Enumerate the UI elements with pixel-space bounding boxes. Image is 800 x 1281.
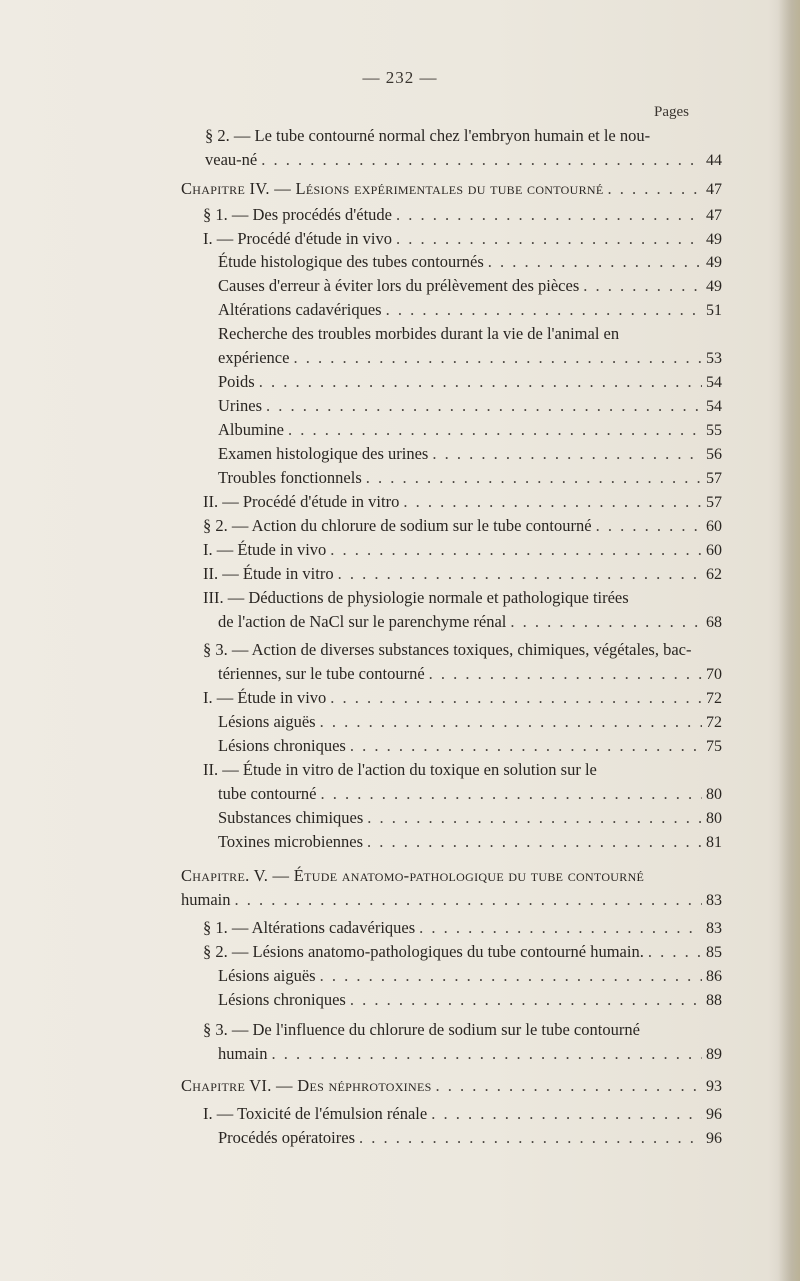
pages-column-label: Pages <box>654 104 689 120</box>
toc-entry <box>218 346 742 370</box>
toc-page-number: 51 <box>706 302 722 319</box>
toc-entry <box>218 964 742 988</box>
toc-page-number: 72 <box>706 714 722 731</box>
toc-entry <box>218 734 742 758</box>
toc-page-number: 49 <box>706 254 722 271</box>
toc-page-number: 49 <box>706 231 722 248</box>
toc-entry-title: humain <box>218 1044 268 1063</box>
dot-leader <box>386 298 702 322</box>
toc-page-number: 56 <box>706 446 722 463</box>
toc-entry-title: humain <box>181 890 231 909</box>
toc-entry-title: Causes d'erreur à éviter lors du prélèvement des pièces <box>218 276 580 295</box>
toc-entry-title: Poids <box>218 372 255 391</box>
toc-page-number: 68 <box>706 614 722 631</box>
toc-entry <box>203 1102 742 1126</box>
toc-entry-title: § 1. — Altérations cadavériques <box>203 918 416 937</box>
dot-leader <box>596 514 702 538</box>
toc-entry-line: Recherche des troubles morbides durant la vie de l'animal en <box>218 324 620 343</box>
toc-entry-title: I. — Toxicité de l'émulsion rénale <box>203 1104 428 1123</box>
dot-leader <box>488 250 702 274</box>
dot-leader <box>293 346 702 370</box>
toc-entry-title: Examen histologique des urines <box>218 444 429 463</box>
dot-leader <box>510 610 702 634</box>
toc-page-number: 86 <box>706 968 722 985</box>
toc-page-number: 57 <box>706 470 722 487</box>
toc-page-number: 83 <box>706 920 722 937</box>
dot-leader <box>648 940 702 964</box>
toc-page-number: 47 <box>706 207 722 224</box>
toc-entry <box>203 940 742 964</box>
dot-leader <box>272 1042 703 1066</box>
toc-entry-title: Toxines microbiennes <box>218 832 364 851</box>
toc-entry-title: Lésions chroniques <box>218 736 346 755</box>
toc-entry-title: Étude histologique des tubes contournés <box>218 252 484 271</box>
toc-entry <box>218 1126 742 1150</box>
toc-entry <box>218 830 742 854</box>
toc-page-number: 53 <box>706 350 722 367</box>
toc-page-number: 57 <box>706 494 722 511</box>
toc-page-number: 47 <box>706 181 722 198</box>
toc-entry-title: de l'action de NaCl sur le parenchyme rénal <box>218 612 507 631</box>
dot-leader <box>608 177 702 201</box>
toc-entry-title: Troubles fonctionnels <box>218 468 362 487</box>
toc-page-number: 85 <box>706 944 722 961</box>
toc-page-number: 93 <box>706 1078 722 1095</box>
toc-entry-line: III. — Déductions de physiologie normale et pathologique tirées <box>203 588 629 607</box>
dot-leader <box>583 274 702 298</box>
dot-leader <box>436 1074 702 1098</box>
toc-entry <box>218 988 742 1012</box>
toc-page-number: 54 <box>706 398 722 415</box>
toc-entry <box>218 418 742 442</box>
toc-entry-title: II. — Procédé d'étude in vitro <box>203 492 400 511</box>
toc-entry <box>203 686 742 710</box>
toc-entry <box>218 806 742 830</box>
toc-entry-title: § 2. — Action du chlorure de sodium sur le tube contourné <box>203 516 592 535</box>
toc-entry-line: § 2. — Le tube contourné normal chez l'embryon humain et le nou- <box>205 126 651 145</box>
toc-entry <box>205 148 742 172</box>
dot-leader <box>288 418 702 442</box>
toc-entry <box>203 203 742 227</box>
toc-page-number: 83 <box>706 892 722 909</box>
toc-entry <box>218 442 742 466</box>
toc-entry-title: II. — Étude in vitro <box>203 564 334 583</box>
toc-entry-title: § 1. — Des procédés d'étude <box>203 205 393 224</box>
toc-page-number: 75 <box>706 738 722 755</box>
toc-entry-line: Chapitre. V. — Étude anatomo-pathologique du tube contourné <box>181 866 645 885</box>
page-number: — 232 — <box>362 68 438 87</box>
toc-page-number: 44 <box>706 152 722 169</box>
toc-page-number: 54 <box>706 374 722 391</box>
toc-entry-line: II. — Étude in vitro de l'action du toxique en solution sur le <box>203 760 597 779</box>
dot-leader <box>259 370 702 394</box>
toc-entry-title: I. — Étude in vivo <box>203 688 327 707</box>
toc-page-number: 62 <box>706 566 722 583</box>
dot-leader <box>396 203 702 227</box>
toc-page-number: 80 <box>706 810 722 827</box>
toc-entry-title: veau-né <box>205 150 258 169</box>
toc-page-number: 55 <box>706 422 722 439</box>
toc-page-number: 70 <box>706 666 722 683</box>
toc-entry-title: expérience <box>218 348 290 367</box>
toc-entry <box>218 1042 742 1066</box>
toc-page-number: 60 <box>706 518 722 535</box>
toc-entry-line: § 3. — De l'influence du chlorure de sodium sur le tube contourné <box>203 1020 640 1039</box>
dot-leader <box>429 662 702 686</box>
toc-page-number: 60 <box>706 542 722 559</box>
toc-page-number: 81 <box>706 834 722 851</box>
toc-page-number: 96 <box>706 1130 722 1147</box>
toc-entry-line: § 3. — Action de diverses substances toxiques, chimiques, végétales, bac- <box>203 640 692 659</box>
toc-entry-title: tériennes, sur le tube contourné <box>218 664 425 683</box>
toc-entry-title: Chapitre IV. — Lésions expérimentales du tube contourné <box>181 179 604 198</box>
toc-entry-title: § 2. — Lésions anatomo-pathologiques du tube contourné humain. <box>203 942 644 961</box>
dot-leader <box>261 148 702 172</box>
toc-page-number: 72 <box>706 690 722 707</box>
toc-entry-title: I. — Procédé d'étude in vivo <box>203 229 393 248</box>
toc-entry <box>218 610 742 634</box>
toc-entry <box>203 227 742 251</box>
dot-leader <box>338 562 702 586</box>
dot-leader <box>330 538 702 562</box>
toc-entry-title: Urines <box>218 396 262 415</box>
toc-entry-title: tube contourné <box>218 784 317 803</box>
dot-leader <box>432 442 702 466</box>
dot-leader <box>350 734 702 758</box>
dot-leader <box>367 806 702 830</box>
toc-entry <box>203 514 742 538</box>
toc-entry <box>218 782 742 806</box>
dot-leader <box>431 1102 702 1126</box>
toc-entry <box>181 1074 742 1098</box>
toc-entry-title: Lésions chroniques <box>218 990 346 1009</box>
toc-entry <box>218 298 742 322</box>
dot-leader <box>266 394 702 418</box>
page-edge-shadow <box>778 0 800 1281</box>
toc-entry <box>218 274 742 298</box>
toc-entry-title: Altérations cadavériques <box>218 300 382 319</box>
dot-leader <box>330 686 702 710</box>
toc-entry <box>218 466 742 490</box>
toc-entry-title: Lésions aiguës <box>218 712 316 731</box>
dot-leader <box>419 916 702 940</box>
dot-leader <box>359 1126 702 1150</box>
toc-entry <box>203 916 742 940</box>
dot-leader <box>320 964 702 988</box>
toc-entry <box>218 250 742 274</box>
dot-leader <box>367 830 702 854</box>
dot-leader <box>396 227 702 251</box>
toc-entry <box>203 562 742 586</box>
toc-page-number: 49 <box>706 278 722 295</box>
toc-entry <box>218 370 742 394</box>
toc-entry-title: Chapitre VI. — Des néphrotoxines <box>181 1076 432 1095</box>
dot-leader <box>366 466 702 490</box>
toc-entry-title: Lésions aiguës <box>218 966 316 985</box>
dot-leader <box>321 782 702 806</box>
toc-entry-title: Substances chimiques <box>218 808 364 827</box>
toc-page-number: 88 <box>706 992 722 1009</box>
toc-entry <box>218 710 742 734</box>
toc-page-number: 96 <box>706 1106 722 1123</box>
toc-page-number: 80 <box>706 786 722 803</box>
toc-entry-title: Albumine <box>218 420 284 439</box>
toc-entry <box>218 394 742 418</box>
dot-leader <box>320 710 702 734</box>
toc-entry <box>218 662 742 686</box>
toc-entry <box>181 888 742 912</box>
toc-entry <box>181 177 742 201</box>
toc-entry-title: Procédés opératoires <box>218 1128 355 1147</box>
toc-page-number: 89 <box>706 1046 722 1063</box>
toc-entry-title: I. — Étude in vivo <box>203 540 327 559</box>
dot-leader <box>403 490 702 514</box>
dot-leader <box>350 988 702 1012</box>
toc-entry <box>203 538 742 562</box>
dot-leader <box>235 888 703 912</box>
toc-entry <box>203 490 742 514</box>
